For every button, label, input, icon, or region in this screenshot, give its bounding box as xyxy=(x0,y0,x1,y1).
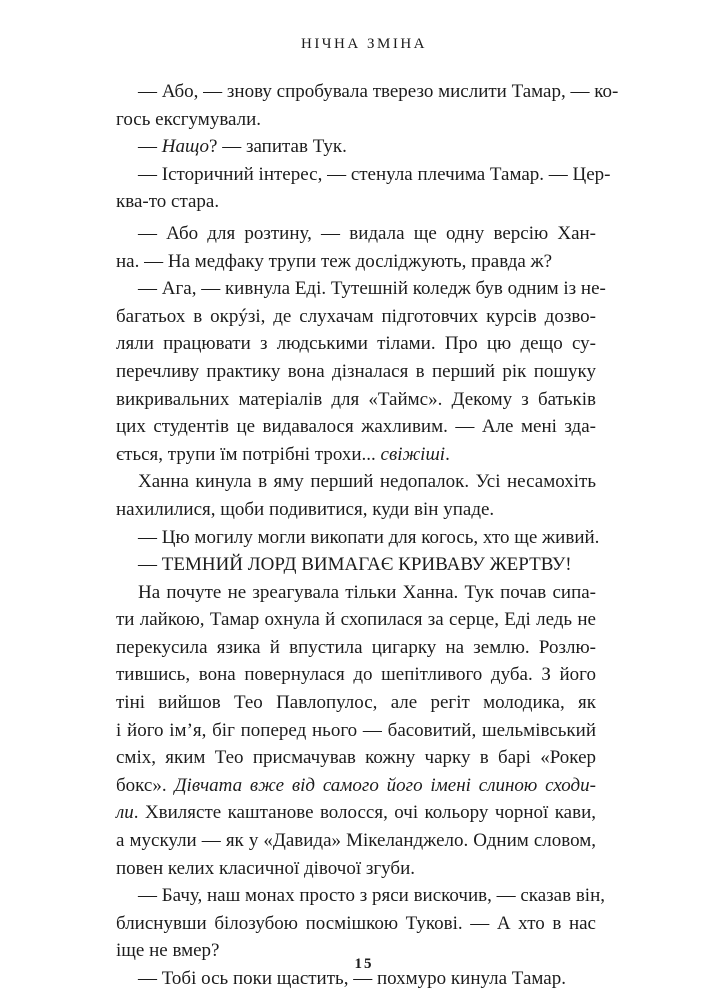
text-line: нахилилися, щоби подивитися, куди він упаде. xyxy=(116,498,495,520)
text-line: тіні вийшов Тео Павлопулос, але регіт молодика, як xyxy=(116,692,596,714)
text-line: На почуте не зреагувала тільки Ханна. Тук почав сипа- xyxy=(138,581,596,603)
text-line: викривальних матеріалів для «Таймс». Декому з батьків xyxy=(116,388,596,410)
italic-emphasis: Дівчата вже від самого його імені слиною сходи- xyxy=(174,774,596,796)
text-line: ква-то стара. xyxy=(116,191,220,213)
text-line: — Нащо? — запитав Тук. xyxy=(138,136,347,158)
text-line: а мускули — як у «Давида» Мікеланджело. Одним словом, xyxy=(116,830,596,852)
text-line: — Або, — знову спробувала тверезо мислити Тамар, — ко- xyxy=(138,81,619,102)
text-line: тившись, вона повернулася до шепітливого дуба. З його xyxy=(116,664,596,686)
page-number: 15 xyxy=(354,956,374,972)
text-line: — Бачу, наш монах просто з ряси вискочив, — сказав він, xyxy=(138,885,605,907)
text-line: — Або для розтину, — видала ще одну версію Хан- xyxy=(138,222,596,244)
text-line: перечливу практику вона дізналася в перший рік пошуку xyxy=(116,360,596,382)
text-line: — ТЕМНИЙ ЛОРД ВИМАГАЄ КРИВАВУ ЖЕРТВУ! xyxy=(138,554,572,576)
text-line: сміх, яким Тео присмачував кожну чарку в барі «Рокер xyxy=(116,747,596,769)
text-line: повен келих класичної дівочої згуби. xyxy=(116,857,415,879)
text-line: ти лайкою, Тамар охнула й схопилася за серце, Еді ледь не xyxy=(116,609,596,631)
text-line: гось ексгумували. xyxy=(116,108,262,130)
text-line: — Тобі ось поки щастить, — похмуро кинула Тамар. xyxy=(138,968,566,989)
text-line: — Історичний інтерес, — стенула плечима Тамар. — Цер- xyxy=(138,163,611,185)
text-line: цих студентів це видавалося жахливим. — Але мені зда- xyxy=(116,416,596,438)
text-line: — Ага, — кивнула Еді. Тутешній коледж був одним із не- xyxy=(138,278,606,300)
body-text xyxy=(116,78,619,993)
text-line: ли. Хвилясте каштанове волосся, очі кольору чорної кави, xyxy=(116,802,596,824)
running-head: НІЧНА ЗМІНА xyxy=(300,36,427,52)
text-line: багатьох в окрýзі, де слухачам підготовчих курсів дозво- xyxy=(116,305,596,327)
text-line: іще не вмер? xyxy=(116,940,220,962)
italic-emphasis: свіжіші xyxy=(380,443,446,465)
text-line: ляли працювати з людськими тілами. Про цю дещо су- xyxy=(116,333,596,355)
text-line: ється, трупи їм потрібні трохи... свіжіші. xyxy=(116,443,450,465)
text-line: Ханна кинула в яму перший недопалок. Усі несамохіть xyxy=(138,471,596,493)
text-line: і його ім’я, біг поперед нього — басовитий, шельмівський xyxy=(116,719,596,741)
text-line: бокс». Дівчата вже від самого його імені слиною сходи- xyxy=(116,774,596,796)
text-line: — Цю могилу могли викопати для когось, хто ще живий. xyxy=(138,526,600,548)
text-line: блиснувши білозубою посмішкою Тукові. — А хто в нас xyxy=(116,912,596,934)
italic-emphasis: ли xyxy=(116,802,134,824)
italic-emphasis: Нащо xyxy=(161,136,210,158)
text-line: на. — На медфаку трупи теж досліджують, правда ж? xyxy=(116,250,553,272)
text-line: перекусила язика й впустила цигарку на землю. Розлю- xyxy=(116,636,596,658)
